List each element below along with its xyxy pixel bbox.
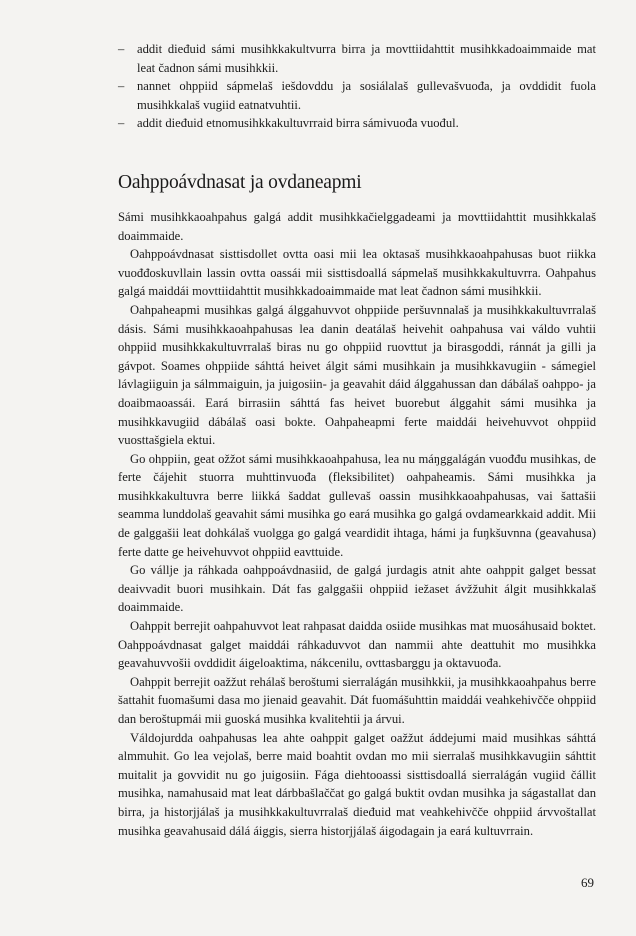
body-paragraph: Oahpaheapmi musihkas galgá álggahuvvot ohppiide peršuvnnalaš ja musihkkakultuvrralaš dásis. Sámi musihkkaoahpahusas lea danin deatálaš heivehit oahpahusa vai váldo vuhtii ohppiid musihkkakultuvrralaš biras nu go ohppiid ruovttut ja birasgoddi, ránnát ja gilli ja gávpot. Soames ohppiide sáhttá heivet álgit sámi musihkain ja musihkkavugiin - sámegiel lávlagiiguin ja sálmmaiguin, ja juigosiin- ja geavahit dáid álggahussan dan dábálaš oahppo- ja doaibmaoassái. Eará birrasiin sáhttá fas heivet buorebut álggahit sámi musihka ja musihkkavugiid dábálaš oasi bokte. Oahpaheapmi ferte maiddái heivehuvvot ohppiid vuosttašgiela ektui.: [118, 302, 596, 448]
body-paragraph: Váldojurdda oahpahusas lea ahte oahppit galget oažžut áddejumi maid musihkas sáhttá almmuhit. Go lea vejolaš, berre maid boahtit ovdan mo mii sierralaš musihkkavugiin sáhttit muitalit ja govvidit nu go juigosiin. Fága diehtooassi sisttisdoallá sierralágán vugiid čállit musihka, namahusaid mat leat dárbbašlaččat go galgá buktit ovdan musihka ja ságastallat dan birra, ja historjjálaš ja musihkkakultuvrralaš dieđuid mat veahkehivčče ohppiid árvvoštallat musihka geavahusaid dálá áiggis, sierra historjjálaš áigodagain ja eará kultuvrrain.: [118, 730, 596, 838]
body-paragraph: Go vállje ja ráhkada oahppoávdnasiid, de galgá jurdagis atnit ahte oahppit galget bessat deaivvadit buori musihkain. Dát fas galggašii ohppiid iežaset ávžžuhit álgit musihkkalaš doaimmaide.: [118, 563, 596, 615]
bullet-text: addit dieđuid sámi musihkkakultvurra birra ja movttiidahttit musihkkadoaimmaide mat leat čadnon sámi musihkkii.: [137, 42, 596, 75]
bullet-item: [118, 77, 596, 114]
body-paragraph: Oahppit berrejit oahpahuvvot leat rahpasat daidda osiide musihkas mat muosáhusaid boktet. Oahppoávdnasat galget maiddái ráhkaduvvot dan nammii ahte deattuhit mo musihkka geavahuvvošii ovddidit áigeloaktima, nákcenilu, ovttasbarggu ja oktavuođa.: [118, 619, 596, 671]
bullet-item: [118, 114, 596, 133]
bullet-text: addit dieđuid etnomusihkkakultuvrraid birra sámivuođa vuođul.: [137, 116, 459, 131]
body-paragraph: Oahppoávdnasat sisttisdollet ovtta oasi mii lea oktasaš musihkkaoahpahusas buot riikka vuođđoskuvllain lassin ovtta oassái mii sisttisdoallá sápmelaš musihkkakultuvrra. Oahpahus galgá maiddái movttiidahttit musihkkadoaimmaide mat leat čadnon sámi musihkkii.: [118, 247, 596, 299]
bullet-dash: –: [118, 79, 125, 94]
body-paragraph: Go ohppiin, geat ožžot sámi musihkkaoahpahusa, lea nu máŋggalágán vuođđu musihkas, de ferte čájehit stuorra muhttinvuođa (fleksibilitet) oahpaheamis. Sámi musihkka ja musihkkakultuvra berre liikká šaddat gullevaš oassin musihkkaoahpahusas, vai šattašii seamma lunddolaš geavahit sámi musihka go eará musihka go galgá ovdamearkkaid addit. Mii de galggašii leat dohkálaš vuolgga go galgá veardidit ihtaga, hámi ja fuŋkšuvnna (geavahusa) ferte datte ge heivehuvvot ohppiid eavttuide.: [118, 451, 596, 559]
page-number: 69: [581, 875, 594, 890]
section-heading: Oahppoávdnasat ja ovdaneapmi: [118, 171, 362, 193]
bullet-dash: –: [118, 116, 125, 131]
bullet-item: [118, 40, 596, 77]
body-paragraph: Sámi musihkkaoahpahus galgá addit musihkkačielggadeami ja movttiidahttit musihkkalaš doaimmaide.: [118, 209, 596, 243]
bullet-dash: –: [118, 42, 125, 56]
goal-bullet-list: [118, 40, 596, 133]
page-content: [118, 40, 596, 840]
body-paragraph: Oahppit berrejit oažžut rehálaš beroštumi sierralágán musihkkii, ja musihkkaoahpahus berre šattahit fuomašumi dasa mo jienaid geavahit. Dát fuomášuhttin maiddái veahkehivčče ohppiid dan beroštupmái mii guoská musihka kvalitehtii ja árvui.: [118, 674, 596, 726]
bullet-text: nannet ohppiid sápmelaš iešdovddu ja sosiálalaš gullevašvuođa, ja ovddidit fuola musihkkalaš vugiid eatnatvuhtii.: [137, 79, 596, 112]
